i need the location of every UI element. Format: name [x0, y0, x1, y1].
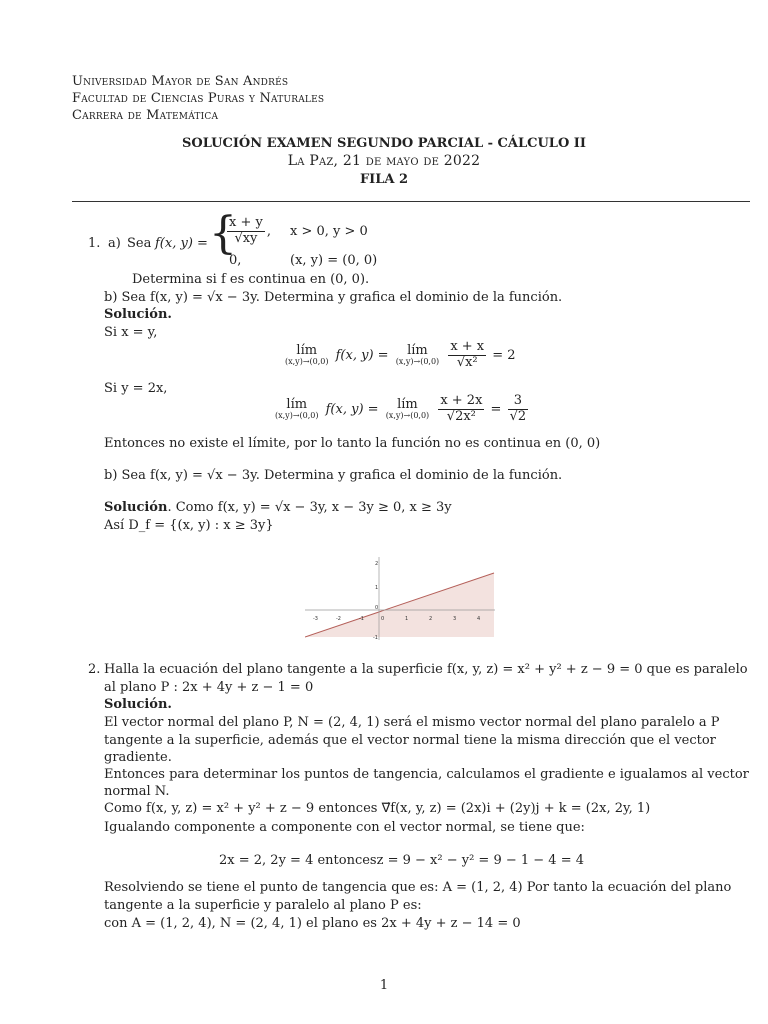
y-tick: 0	[375, 605, 379, 611]
problem2-solution-label: Solución.	[104, 697, 172, 712]
problem1-part-b: b) Sea f(x, y) = √x − 3y. Determina y grafica el dominio de la función.	[104, 290, 563, 305]
case2-value: 0,	[229, 253, 242, 268]
x-tick: -2	[336, 616, 341, 622]
x-tick: 3	[453, 616, 457, 622]
problem1-sea: Sea	[127, 236, 152, 251]
function-definition: f(x, y) =	[155, 236, 208, 251]
problem2-number: 2.	[88, 662, 101, 677]
page-number: 1	[379, 978, 389, 993]
lim1-numerator: x + x	[450, 339, 485, 354]
lim2-numerator: x + 2x	[440, 393, 483, 408]
problem2-equation: 2x = 2, 2y = 4 entoncesz = 9 − x² − y² = 9 − 1 − 4 = 4	[219, 853, 585, 868]
limit-1	[282, 340, 516, 371]
determine-continuity: Determina si f es continua en (0, 0).	[132, 272, 370, 287]
continuity-conclusion: Entonces no existe el límite, por lo tanto la función no es continua en (0, 0)	[104, 436, 601, 451]
lim-word: lím	[397, 396, 418, 412]
problem2-line: al plano P : 2x + 4y + z − 1 = 0	[104, 680, 314, 695]
lim2-denominator: √2x²	[446, 408, 476, 424]
lim1-result: = 2	[492, 347, 516, 363]
career-name: Carrera de Matemática	[72, 108, 219, 123]
problem2-line: normal N.	[104, 784, 170, 799]
x-tick: 1	[405, 616, 409, 622]
y-tick: 2	[375, 561, 379, 567]
y-tick: 1	[375, 585, 379, 591]
faculty-name: Facultad de Ciencias Puras y Naturales	[72, 91, 325, 106]
solution-label: Solución.	[104, 307, 172, 322]
lim2-denominator-2: √2	[509, 408, 527, 424]
x-tick: -1	[359, 616, 364, 622]
case-y-eq-2x: Si y = 2x,	[104, 381, 168, 396]
problem2-line: Halla la ecuación del plano tangente a la superficie f(x, y, z) = x² + y² + z − 9 = 0 que es paralelo	[104, 662, 748, 677]
case1-num: x + y	[229, 215, 263, 230]
domain-definition: Así D_f = {(x, y) : x ≥ 3y}	[104, 518, 274, 533]
solution-b-label: Solución	[104, 500, 168, 515]
exam-row: FILA 2	[359, 172, 409, 187]
solution-b	[104, 500, 452, 515]
case1-condition: x > 0, y > 0	[290, 224, 368, 239]
lim-word: lím	[286, 396, 308, 412]
problem2-line: Igualando componente a componente con el vector normal, se tiene que:	[104, 820, 585, 835]
lim-subscript: (x,y)→(0,0)	[395, 357, 440, 367]
case-x-eq-y: Si x = y,	[104, 325, 158, 340]
lim-subscript: (x,y)→(0,0)	[275, 411, 319, 421]
x-tick: 0	[381, 616, 385, 622]
y-tick: -1	[373, 635, 378, 641]
x-tick: -3	[313, 616, 318, 622]
case2-condition: (x, y) = (0, 0)	[290, 253, 378, 268]
university-name: Universidad Mayor de San Andrés	[72, 74, 289, 89]
lim-function: f(x, y) =	[335, 347, 389, 363]
problem2-line: Como f(x, y, z) = x² + y² + z − 9 entonces ∇⃗f(x, y, z) = (2x)i + (2y)j + k = (2x, 2y, 1)	[104, 801, 651, 816]
problem2-line: Resolviendo se tiene el punto de tangencia que es: A = (1, 2, 4) Por tanto la ecuación del plano	[104, 880, 732, 895]
problem1-part-a: a)	[108, 236, 121, 251]
lim-subscript: (x,y)→(0,0)	[285, 357, 329, 367]
piecewise-brace: {	[209, 208, 237, 259]
place-date: La Paz, 21 de mayo de 2022	[287, 153, 481, 169]
x-tick: 2	[429, 616, 433, 622]
x-tick: 4	[477, 616, 481, 622]
problem2-line: Entonces para determinar los puntos de tangencia, calculamos el gradiente e igualamos al vector	[104, 767, 749, 782]
exam-title: SOLUCIÓN EXAMEN SEGUNDO PARCIAL - CÁLCULO II	[182, 136, 586, 151]
lim2-numerator-2: 3	[508, 394, 529, 410]
solution-b-text: . Como f(x, y) = √x − 3y, x − 3y ≥ 0, x ≥ 3y	[167, 500, 452, 515]
lim-subscript: (x,y)→(0,0)	[385, 411, 430, 421]
problem2-line: tangente a la superficie y paralelo al plano P es:	[104, 898, 422, 913]
header-rule	[72, 201, 750, 202]
case1-fraction: $\frac{x + y}{√xy}$ ,	[229, 215, 271, 246]
lim-word: lím	[296, 342, 318, 358]
lim-function: f(x, y) =	[325, 401, 379, 417]
problem1-part-b-repeat: b) Sea f(x, y) = √x − 3y. Determina y grafica el dominio de la función.	[104, 468, 563, 483]
lim1-denominator: √x²	[456, 354, 478, 370]
case1-den: √xy	[234, 230, 258, 246]
limit-2: lím (x,y)→(0,0) f(x, y) = lím (x,y)→(0,0) $\frac{x + 2x}{\text{√2x²}}$ = $\frac{3}{√2}$	[275, 393, 527, 424]
problem1-number: 1.	[88, 236, 101, 251]
problem2-line: gradiente.	[104, 750, 172, 765]
problem2-line: con A = (1, 2, 4), N = (2, 4, 1) el plano es 2x + 4y + z − 14 = 0	[104, 916, 521, 931]
domain-graph	[305, 555, 500, 645]
problem2-line: El vector normal del plano P, N = (2, 4, 1) será el mismo vector normal del plano paralelo a P	[104, 715, 720, 730]
problem2-line: tangente a la superficie, además que el vector normal tiene la misma dirección que el vector	[104, 733, 716, 748]
lim-word: lím	[407, 342, 428, 358]
